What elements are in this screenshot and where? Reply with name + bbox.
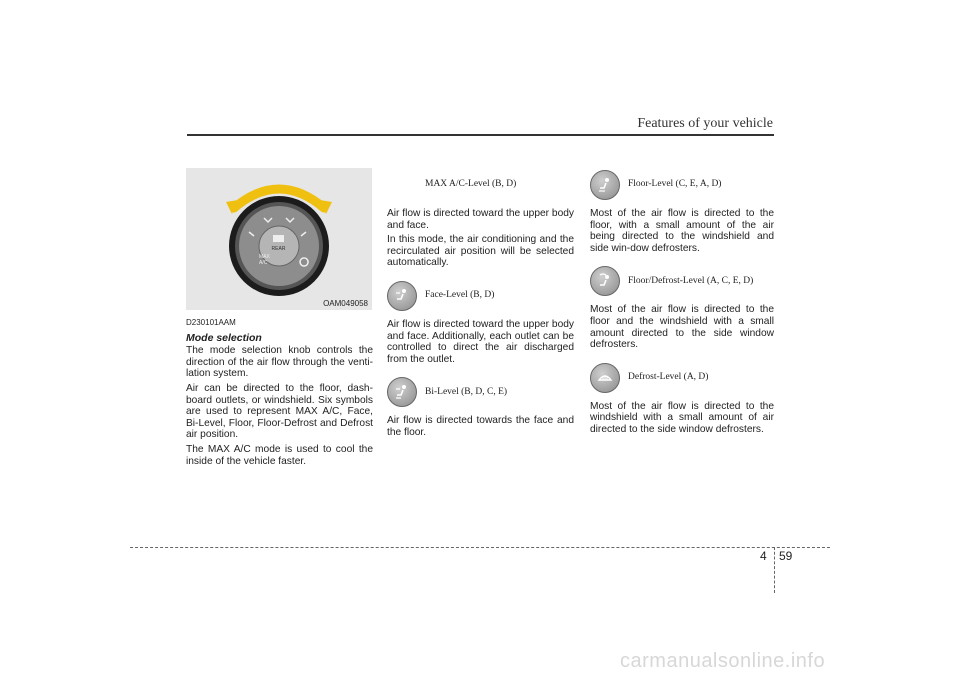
max-ac-heading: MAX A/C-Level (B, D) [425,179,517,190]
paragraph: Most of the air flow is directed to the floor and the windshield with a small amount directed to the side window defrosters. [590,304,774,351]
left-column [186,317,373,470]
watermark: carmanualsonline.info [620,650,826,672]
face-vent-icon [387,281,417,311]
page-header-title: Features of your vehicle [637,116,773,131]
mode-knob-illustration [186,168,372,310]
header-rule [187,134,774,136]
paragraph: Most of the air flow is directed to the windshield with a small amount of air directed to the side window defrosters. [590,400,774,435]
paragraph: In this mode, the air conditioning and the recirculated air position will be selected automatically. [387,234,574,269]
defrost-heading-row [590,361,774,395]
ref-code: D230101AAM [186,318,236,327]
floor-defrost-heading: Floor/Defrost-Level (A, C, E, D) [628,275,754,286]
floor-defrost-icon [590,266,620,296]
mode-knob-figure [186,168,372,310]
bi-level-heading: Bi-Level (B, D, C, E) [425,386,508,397]
paragraph: The MAX A/C mode is used to cool the inside of the vehicle faster. [186,443,373,467]
right-column [590,168,774,439]
defrost-heading: Defrost-Level (A, D) [628,371,709,382]
face-level-heading-row [387,279,574,313]
paragraph: Most of the air flow is directed to the floor, with a small amount of the air being directed to the windshield and side win-dow defrosters. [590,208,774,254]
paragraph: Air can be directed to the floor, dash-board outlets, or windshield. Six symbols are used to represent MAX A/C, Face, Bi-Level, Floor, Floor-Defrost and Defrost air position. [186,382,373,441]
mode-selection-heading: Mode selection [186,331,262,344]
chapter-number: 4 [760,549,767,563]
paragraph: The mode selection knob controls the direction of the air flow through the venti-lation system. [186,345,373,380]
floor-level-heading-row [590,168,774,202]
knob-ac-label: A/C [259,260,268,266]
floor-defrost-heading-row [590,264,774,298]
max-ac-heading-row [387,168,574,202]
knob-rear-label: REAR [271,246,286,252]
face-level-heading: Face-Level (B, D) [425,290,495,301]
bi-level-heading-row [387,375,574,409]
middle-column [387,168,574,442]
defrost-icon [590,363,620,393]
bi-level-icon [387,377,417,407]
footer-rule [130,547,830,548]
paragraph: Air flow is directed towards the face and the floor. [387,415,574,438]
footer-vertical-rule [774,547,775,593]
figure-code: OAM049058 [323,299,368,308]
floor-level-heading: Floor-Level (C, E, A, D) [628,179,722,190]
knob-max-label: MAX [259,254,270,260]
floor-vent-icon [590,170,620,200]
paragraph: Air flow is directed toward the upper body and face. [387,208,574,231]
page-number: 59 [779,549,793,563]
paragraph: Air flow is directed toward the upper body and face. Additionally, each outlet can be controlled to direct the air discharged from the outlet. [387,318,574,365]
